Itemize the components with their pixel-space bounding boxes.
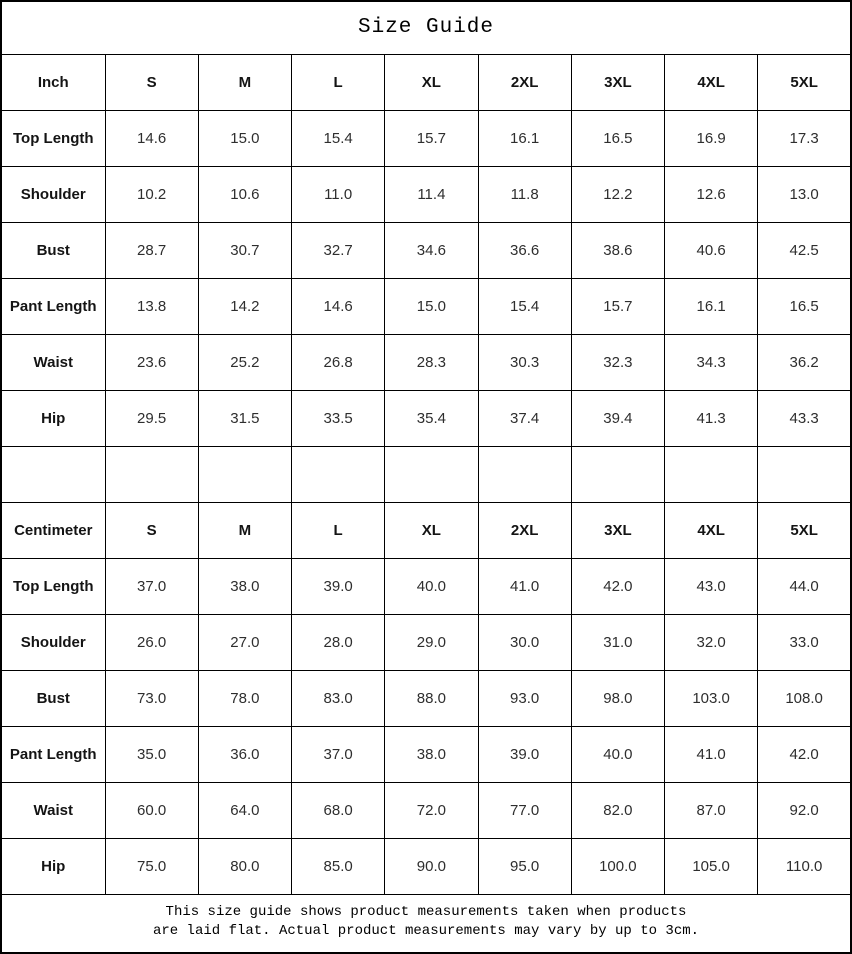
measurement-value: 88.0: [385, 670, 478, 726]
measurement-value: 26.0: [105, 614, 198, 670]
table-row: [1, 334, 851, 390]
measurement-value: 40.0: [385, 558, 478, 614]
measurement-value: 14.6: [105, 110, 198, 166]
measurement-value: 13.0: [758, 166, 851, 222]
empty-cell: [292, 446, 385, 502]
measurement-value: 16.1: [665, 278, 758, 334]
spacer-row: [1, 446, 851, 502]
measurement-value: 64.0: [198, 782, 291, 838]
measurement-value: 17.3: [758, 110, 851, 166]
measurement-value: 36.0: [198, 726, 291, 782]
measurement-value: 40.0: [571, 726, 664, 782]
empty-cell: [385, 446, 478, 502]
empty-cell: [478, 446, 571, 502]
size-header-3xl: 3XL: [571, 54, 664, 110]
measurement-label: Waist: [1, 334, 105, 390]
measurement-value: 28.7: [105, 222, 198, 278]
unit-header-centimeter: Centimeter: [1, 502, 105, 558]
measurement-label: Pant Length: [1, 278, 105, 334]
measurement-value: 43.3: [758, 390, 851, 446]
size-header-row: [1, 502, 851, 558]
footer-note: [1, 894, 851, 953]
measurement-value: 15.0: [198, 110, 291, 166]
measurement-value: 23.6: [105, 334, 198, 390]
measurement-value: 41.3: [665, 390, 758, 446]
measurement-label: Hip: [1, 838, 105, 894]
measurement-value: 80.0: [198, 838, 291, 894]
size-header-3xl: 3XL: [571, 502, 664, 558]
measurement-value: 29.0: [385, 614, 478, 670]
size-header-m: M: [198, 54, 291, 110]
table-row: [1, 670, 851, 726]
measurement-value: 36.2: [758, 334, 851, 390]
measurement-value: 16.1: [478, 110, 571, 166]
measurement-value: 34.3: [665, 334, 758, 390]
measurement-value: 77.0: [478, 782, 571, 838]
measurement-value: 73.0: [105, 670, 198, 726]
size-header-2xl: 2XL: [478, 502, 571, 558]
measurement-value: 38.0: [385, 726, 478, 782]
empty-cell: [758, 446, 851, 502]
measurement-value: 41.0: [478, 558, 571, 614]
measurement-value: 28.3: [385, 334, 478, 390]
measurement-value: 95.0: [478, 838, 571, 894]
measurement-label: Hip: [1, 390, 105, 446]
measurement-value: 78.0: [198, 670, 291, 726]
measurement-value: 28.0: [292, 614, 385, 670]
size-header-s: S: [105, 54, 198, 110]
measurement-value: 32.0: [665, 614, 758, 670]
measurement-value: 26.8: [292, 334, 385, 390]
measurement-label: Bust: [1, 670, 105, 726]
table-row: [1, 222, 851, 278]
measurement-value: 15.0: [385, 278, 478, 334]
measurement-value: 40.6: [665, 222, 758, 278]
measurement-value: 83.0: [292, 670, 385, 726]
title-row: [1, 1, 851, 54]
measurement-value: 37.0: [292, 726, 385, 782]
measurement-value: 31.0: [571, 614, 664, 670]
measurement-value: 82.0: [571, 782, 664, 838]
measurement-value: 100.0: [571, 838, 664, 894]
table-row: [1, 614, 851, 670]
size-header-4xl: 4XL: [665, 502, 758, 558]
measurement-value: 11.0: [292, 166, 385, 222]
measurement-value: 93.0: [478, 670, 571, 726]
measurement-value: 38.0: [198, 558, 291, 614]
table-row: [1, 838, 851, 894]
table-row: [1, 278, 851, 334]
measurement-value: 42.0: [571, 558, 664, 614]
footer-line-1: This size guide shows product measurements taken when products: [165, 903, 687, 920]
measurement-value: 32.7: [292, 222, 385, 278]
measurement-value: 41.0: [665, 726, 758, 782]
measurement-value: 33.5: [292, 390, 385, 446]
measurement-value: 15.4: [292, 110, 385, 166]
empty-cell: [198, 446, 291, 502]
size-header-4xl: 4XL: [665, 54, 758, 110]
measurement-value: 85.0: [292, 838, 385, 894]
measurement-value: 36.6: [478, 222, 571, 278]
measurement-value: 27.0: [198, 614, 291, 670]
measurement-value: 31.5: [198, 390, 291, 446]
table-row: [1, 558, 851, 614]
measurement-value: 15.4: [478, 278, 571, 334]
measurement-value: 30.0: [478, 614, 571, 670]
measurement-value: 87.0: [665, 782, 758, 838]
measurement-value: 60.0: [105, 782, 198, 838]
size-header-xl: XL: [385, 502, 478, 558]
measurement-value: 11.4: [385, 166, 478, 222]
measurement-value: 108.0: [758, 670, 851, 726]
measurement-value: 13.8: [105, 278, 198, 334]
empty-cell: [571, 446, 664, 502]
size-header-s: S: [105, 502, 198, 558]
measurement-value: 33.0: [758, 614, 851, 670]
measurement-value: 37.0: [105, 558, 198, 614]
page-title: Size Guide: [1, 1, 851, 54]
measurement-value: 44.0: [758, 558, 851, 614]
size-header-l: L: [292, 54, 385, 110]
size-header-5xl: 5XL: [758, 502, 851, 558]
measurement-value: 15.7: [385, 110, 478, 166]
measurement-value: 42.5: [758, 222, 851, 278]
measurement-value: 43.0: [665, 558, 758, 614]
measurement-value: 39.4: [571, 390, 664, 446]
size-header-xl: XL: [385, 54, 478, 110]
measurement-value: 12.6: [665, 166, 758, 222]
size-header-5xl: 5XL: [758, 54, 851, 110]
table-row: [1, 390, 851, 446]
measurement-label: Bust: [1, 222, 105, 278]
measurement-value: 37.4: [478, 390, 571, 446]
measurement-value: 105.0: [665, 838, 758, 894]
measurement-value: 14.2: [198, 278, 291, 334]
measurement-value: 98.0: [571, 670, 664, 726]
measurement-value: 35.0: [105, 726, 198, 782]
unit-header-inch: Inch: [1, 54, 105, 110]
size-header-2xl: 2XL: [478, 54, 571, 110]
table-row: [1, 110, 851, 166]
measurement-value: 75.0: [105, 838, 198, 894]
measurement-label: Pant Length: [1, 726, 105, 782]
measurement-value: 10.2: [105, 166, 198, 222]
size-header-m: M: [198, 502, 291, 558]
measurement-label: Waist: [1, 782, 105, 838]
footer-line-2: are laid flat. Actual product measurements may vary by up to 3cm.: [152, 923, 700, 940]
measurement-value: 14.6: [292, 278, 385, 334]
measurement-label: Shoulder: [1, 614, 105, 670]
measurement-value: 35.4: [385, 390, 478, 446]
measurement-value: 30.7: [198, 222, 291, 278]
measurement-value: 90.0: [385, 838, 478, 894]
measurement-label: Top Length: [1, 110, 105, 166]
measurement-label: Shoulder: [1, 166, 105, 222]
measurement-value: 39.0: [292, 558, 385, 614]
measurement-value: 10.6: [198, 166, 291, 222]
measurement-value: 110.0: [758, 838, 851, 894]
empty-cell: [1, 446, 105, 502]
measurement-value: 29.5: [105, 390, 198, 446]
measurement-value: 16.5: [758, 278, 851, 334]
measurement-value: 34.6: [385, 222, 478, 278]
measurement-label: Top Length: [1, 558, 105, 614]
measurement-value: 15.7: [571, 278, 664, 334]
table-row: [1, 782, 851, 838]
table-row: [1, 726, 851, 782]
measurement-value: 103.0: [665, 670, 758, 726]
empty-cell: [665, 446, 758, 502]
measurement-value: 11.8: [478, 166, 571, 222]
measurement-value: 92.0: [758, 782, 851, 838]
measurement-value: 12.2: [571, 166, 664, 222]
size-header-l: L: [292, 502, 385, 558]
empty-cell: [105, 446, 198, 502]
measurement-value: 72.0: [385, 782, 478, 838]
measurement-value: 25.2: [198, 334, 291, 390]
size-header-row: [1, 54, 851, 110]
table-row: [1, 166, 851, 222]
measurement-value: 39.0: [478, 726, 571, 782]
measurement-value: 42.0: [758, 726, 851, 782]
measurement-value: 30.3: [478, 334, 571, 390]
measurement-value: 16.5: [571, 110, 664, 166]
measurement-value: 32.3: [571, 334, 664, 390]
measurement-value: 38.6: [571, 222, 664, 278]
measurement-value: 16.9: [665, 110, 758, 166]
measurement-value: 68.0: [292, 782, 385, 838]
footer-row: [1, 894, 851, 953]
